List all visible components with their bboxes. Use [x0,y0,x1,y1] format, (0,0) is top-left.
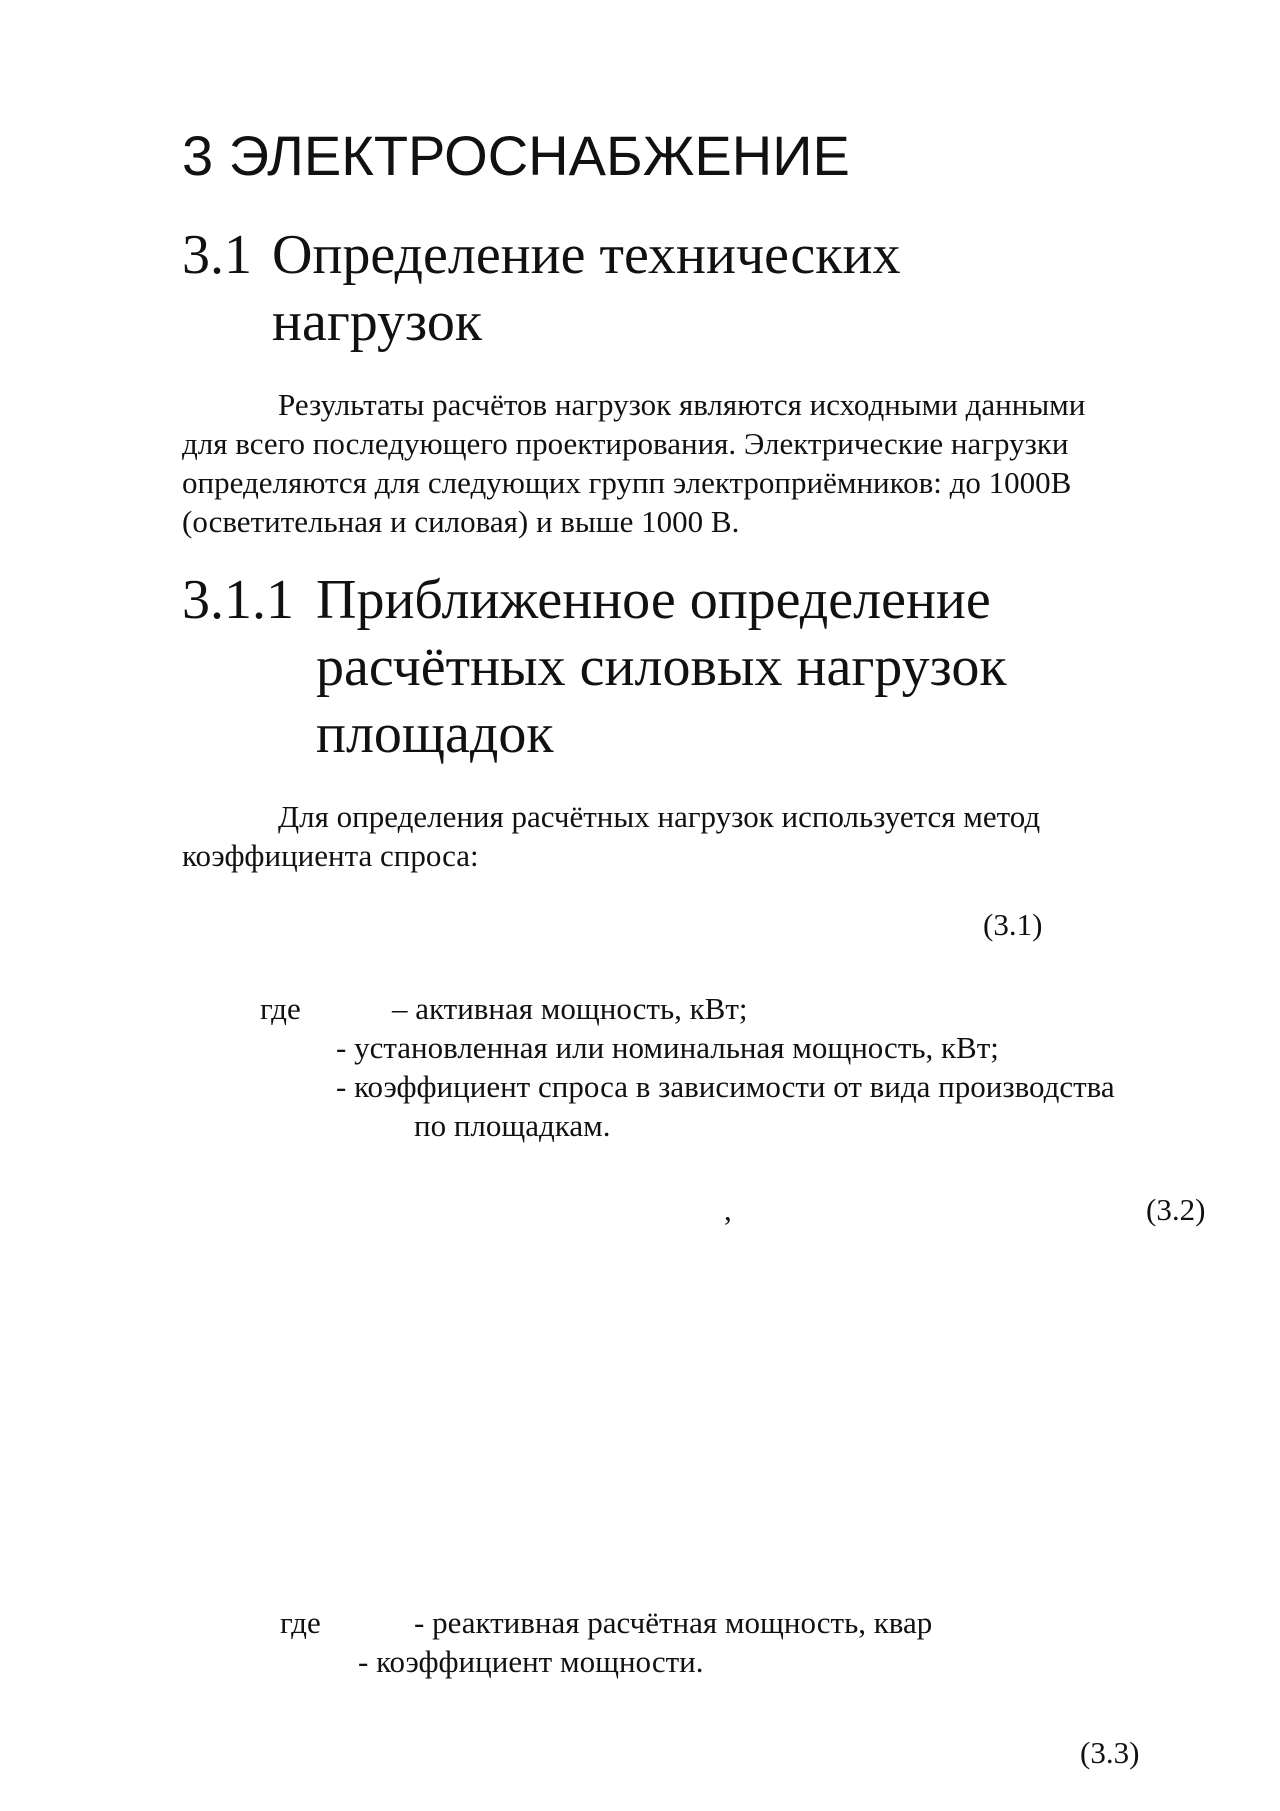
where-1-continuation: по площадкам. [414,1108,611,1143]
section-3-1-1-title-line-2: расчётных силовых нагрузок [316,636,1007,698]
section-3-1-title-line-1: Определение технических [272,224,901,286]
paragraph-2-line-2: коэффициента спроса: [182,838,479,873]
equation-3-1-number: (3.1) [983,907,1043,942]
paragraph-2-line-1: Для определения расчётных нагрузок используется метод [278,799,1041,834]
equation-3-2-comma: , [724,1192,732,1227]
section-3-1-1-number: 3.1.1 [182,569,294,631]
paragraph-1-line-4: (осветительная и силовая) и выше 1000 В. [182,504,740,539]
where-1-word: где [260,991,301,1026]
chapter-heading: 3 ЭЛЕКТРОСНАБЖЕНИЕ [182,124,850,187]
equation-3-2-number: (3.2) [1146,1192,1206,1227]
section-3-1-1-title-line-1: Приближенное определение [316,569,991,631]
where-1-item-active-power: – активная мощность, кВт; [392,991,748,1026]
equation-3-3-number: (3.3) [1080,1735,1140,1770]
paragraph-1-line-3: определяются для следующих групп электроприёмников: до 1000В [182,465,1072,500]
section-3-1-number: 3.1 [182,224,252,286]
where-1-item-demand-factor: - коэффициент спроса в зависимости от вида производства [336,1069,1115,1104]
where-2-word: где [280,1605,321,1640]
where-2-item-reactive-power: - реактивная расчётная мощность, квар [414,1605,933,1640]
paragraph-1-line-2: для всего последующего проектирования. Электрические нагрузки [182,426,1069,461]
paragraph-1-line-1: Результаты расчётов нагрузок являются исходными данными [278,387,1086,422]
where-2-item-power-factor: - коэффициент мощности. [358,1644,704,1679]
where-1-item-installed-power: - установленная или номинальная мощность, кВт; [336,1030,999,1065]
section-3-1-1-title-line-3: площадок [316,703,554,765]
section-3-1-title-line-2: нагрузок [272,291,483,353]
